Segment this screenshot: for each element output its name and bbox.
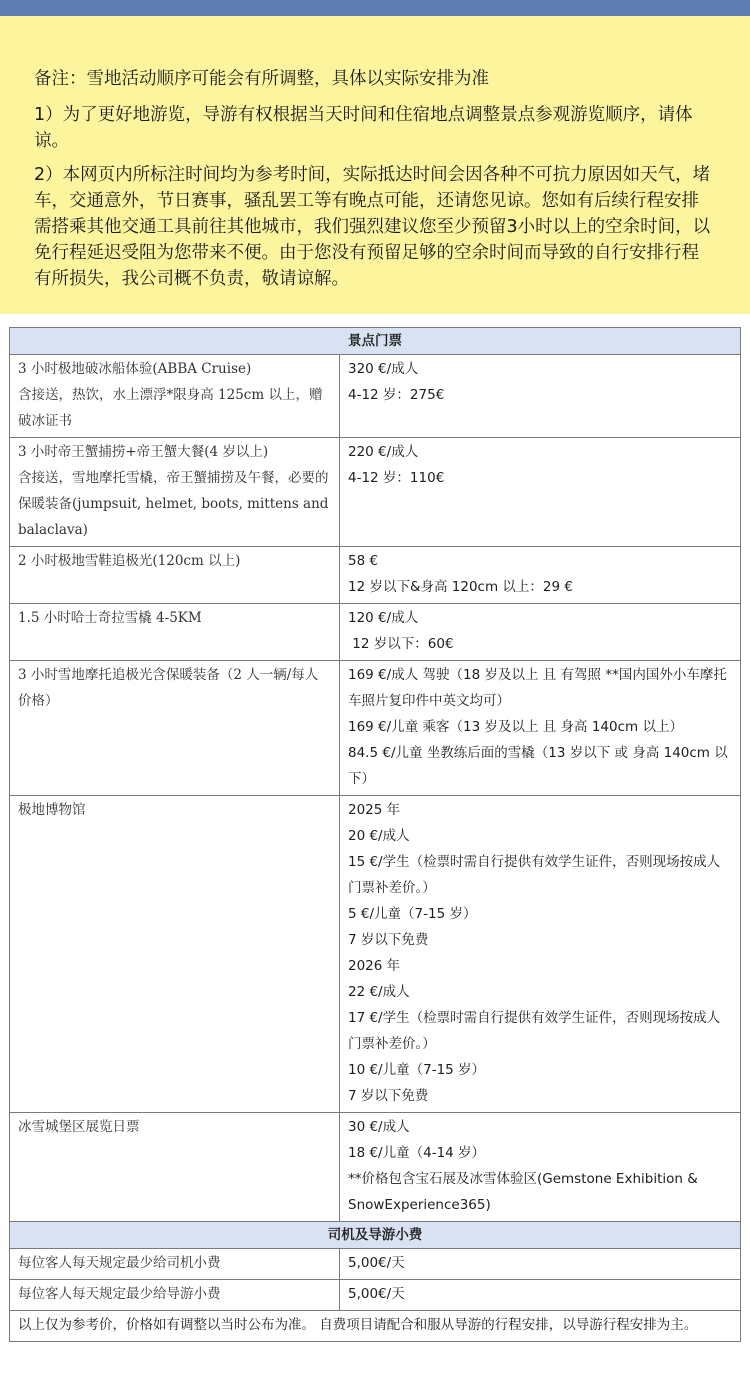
ticket-name-cell [10,355,340,438]
price-line: 15 €/学生（检票时需自行提供有效学生证件，否则现场按成人门票补差价。） [348,854,721,896]
footer-cell [10,1311,741,1342]
notes-paragraph-1: 1）为了更好地游览，导游有权根据当天时间和住宿地点调整景点参观游览顺序，请体谅。 [34,105,693,151]
price-line: 120 €/成人 [348,610,419,626]
tips-header: 司机及导游小费 [10,1222,741,1249]
ticket-name: 极地博物馆 [18,802,86,818]
ticket-name: 冰雪城堡区展览日票 [18,1119,140,1135]
price-line: 4-12 岁：275€ [348,387,445,403]
tips-header-row [10,1222,741,1249]
ticket-price-cell [340,661,741,796]
price-line: 169 €/儿童 乘客（13 岁及以上 且 身高 140cm 以上） [348,719,683,735]
table-row [10,1113,741,1222]
price-line: 10 €/儿童（7-15 岁） [348,1062,486,1078]
price-line: 2025 年 [348,802,401,818]
price-line: 17 €/学生（检票时需自行提供有效学生证件，否则现场按成人门票补差价。） [348,1010,721,1052]
top-bar [0,0,750,16]
price-line: 7 岁以下免费 [348,1088,429,1104]
table-row [10,661,741,796]
price-line: 12 岁以下&身高 120cm 以上：29 € [348,579,573,595]
notes-paragraph-2: 2）本网页内所标注时间均为参考时间，实际抵达时间会因各种不可抗力原因如天气，堵车，交通意外，节日赛事，骚乱罢工等有晚点可能，还请您见谅。您如有后续行程安排需搭乘其他交通工具前往其他城市，我们强烈建议您至少预留3小时以上的空余时间，以免行程延迟受阻为您带来不便。由于您没有预留足够的空余时间而导致的自行安排行程有所损失，我公司概不负责，敬请谅解。 [34,165,711,289]
ticket-name-cell [10,1113,340,1222]
price-line: 169 €/成人 驾驶（18 岁及以上 且 有驾照 **国内国外小车摩托车照片复印件中英文均可） [348,667,727,709]
ticket-name-cell [10,796,340,1113]
price-line: 18 €/儿童（4-14 岁） [348,1145,486,1161]
price-table [9,327,741,1342]
price-line: 7 岁以下免费 [348,932,429,948]
price-line: 58 € [348,553,379,569]
price-line: 5 €/儿童（7-15 岁） [348,906,477,922]
notes-box [0,16,750,314]
price-line: 220 €/成人 [348,444,419,460]
price-line: 4-12 岁：110€ [348,470,445,486]
ticket-name: 3 小时雪地摩托追极光含保暖装备（2 人一辆/每人价格） [18,667,319,709]
price-line: 22 €/成人 [348,984,410,1000]
price-line: 30 €/成人 [348,1119,410,1135]
price-line: **价格包含宝石展及冰雪体验区(Gemstone Exhibition & SnowExperience365) [348,1171,698,1213]
table-row [10,438,741,547]
price-line: 20 €/成人 [348,828,410,844]
ticket-name: 3 小时极地破冰船体验(ABBA Cruise) [18,361,252,377]
footer-note-2: 自费项目请配合和服从导游的行程安排，以导游行程安排为主。 [319,1317,698,1333]
ticket-name: 3 小时帝王蟹捕捞+帝王蟹大餐(4 岁以上) [18,444,269,460]
ticket-name-cell [10,661,340,796]
table-row [10,796,741,1113]
ticket-detail: 含接送，热饮，水上漂浮*限身高 125cm 以上，赠破冰证书 [18,387,323,429]
notes-heading: 备注：雪地活动顺序可能会有所调整，具体以实际安排为准 [34,69,489,89]
tip-price: 5,00€/天 [340,1280,741,1311]
ticket-price-cell [340,547,741,604]
table-row [10,547,741,604]
ticket-price-cell [340,438,741,547]
table-row [10,355,741,438]
ticket-name-cell [10,604,340,661]
ticket-name-cell [10,438,340,547]
price-line: 2026 年 [348,958,401,974]
ticket-detail: 含接送，雪地摩托雪橇，帝王蟹捕捞及午餐，必要的保暖装备(jumpsuit, helmet, boots, mittens and balaclava) [18,470,329,538]
ticket-name: 1.5 小时哈士奇拉雪橇 4-5KM [18,610,202,626]
footer-row [10,1311,741,1342]
table-row [10,604,741,661]
price-line: 12 岁以下：60€ [348,636,454,652]
price-line: 84.5 €/儿童 坐教练后面的雪橇（13 岁以下 或 身高 140cm 以下） [348,745,728,787]
footer-note-1: 以上仅为参考价，价格如有调整以当时公布为准。 [18,1317,315,1333]
ticket-price-cell [340,1113,741,1222]
ticket-name: 2 小时极地雪鞋追极光(120cm 以上) [18,553,241,569]
ticket-name-cell [10,547,340,604]
table-row [10,1280,741,1311]
tip-name: 每位客人每天规定最少给司机小费 [10,1249,340,1280]
tickets-header-row [10,328,741,355]
ticket-price-cell [340,604,741,661]
tickets-header: 景点门票 [10,328,741,355]
price-line: 320 €/成人 [348,361,419,377]
ticket-price-cell [340,355,741,438]
table-row [10,1249,741,1280]
tip-price: 5,00€/天 [340,1249,741,1280]
tip-name: 每位客人每天规定最少给导游小费 [10,1280,340,1311]
ticket-price-cell [340,796,741,1113]
